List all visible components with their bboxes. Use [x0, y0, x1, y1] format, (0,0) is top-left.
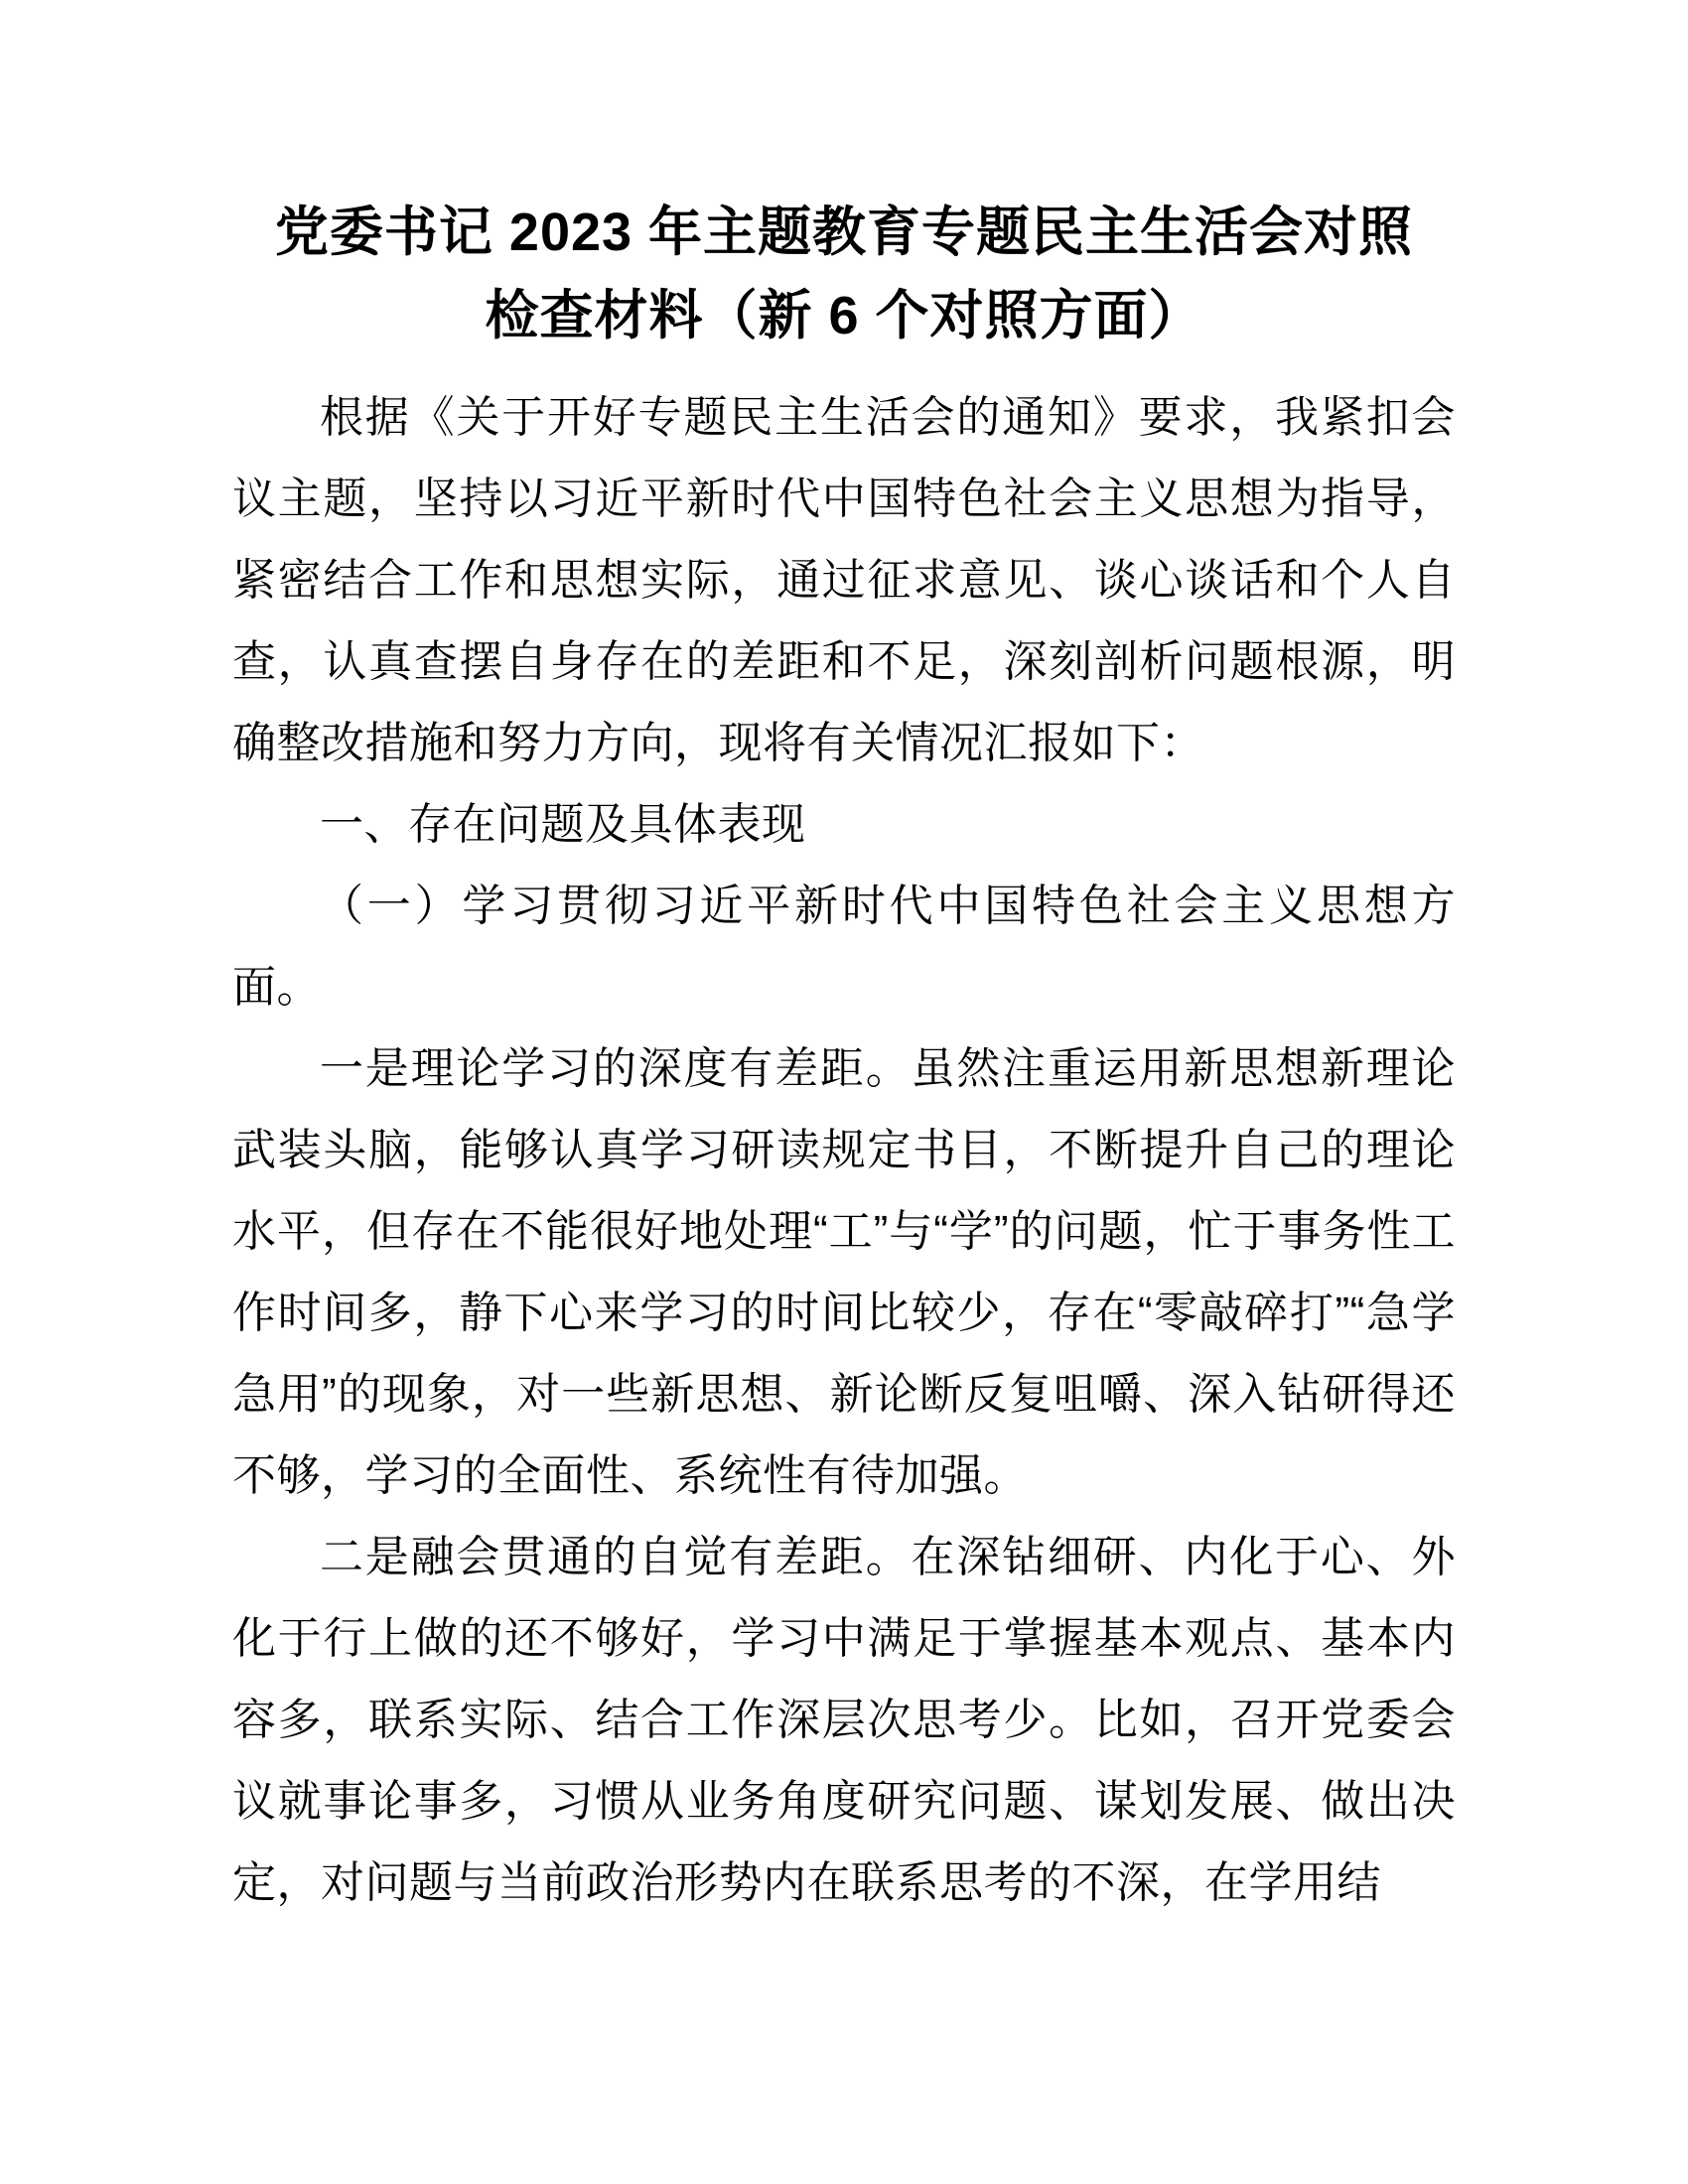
document-title-line2: 检查材料（新 6 个对照方面） — [485, 286, 1203, 345]
section-heading-1: 一、存在问题及具体表现 — [320, 800, 806, 849]
paragraph-point-1: 一是理论学习的深度有差距。虽然注重运用新思想新理论武装头脑，能够认真学习研读规定书目，不断提升自己的理论水平，但存在不能很好地处理“工”与“学”的问题，忙于事务性工作时间多，静下心来学习的时间比较少，存在“零敲碎打”“急学急用”的现象，对一些新思想、新论断反复咀嚼、深入钻研得还不够，学习的全面性、系统性有待加强。 — [232, 1044, 1456, 1500]
document-title — [232, 191, 1456, 357]
paragraph-point-2: 二是融会贯通的自觉有差距。在深钻细研、内化于心、外化于行上做的还不够好，学习中满足于掌握基本观点、基本内容多，联系实际、结合工作深层次思考少。比如，召开党委会议就事论事多，习惯从业务角度研究问题、谋划发展、做出决定，对问题与当前政治形势内在联系思考的不深，在学用结 — [232, 1533, 1456, 1907]
subsection-heading-1: （一）学习贯彻习近平新时代中国特色社会主义思想方面。 — [232, 882, 1456, 1012]
document-title-line1: 党委书记 2023 年主题教育专题民主生活会对照 — [274, 203, 1414, 262]
paragraph-intro: 根据《关于开好专题民主生活会的通知》要求，我紧扣会议主题，坚持以习近平新时代中国特色社会主义思想为指导，紧密结合工作和思想实际，通过征求意见、谈心谈话和个人自查，认真查摆自身存在的差距和不足，深刻剖析问题根源，明确整改措施和努力方向，现将有关情况汇报如下： — [232, 393, 1456, 767]
